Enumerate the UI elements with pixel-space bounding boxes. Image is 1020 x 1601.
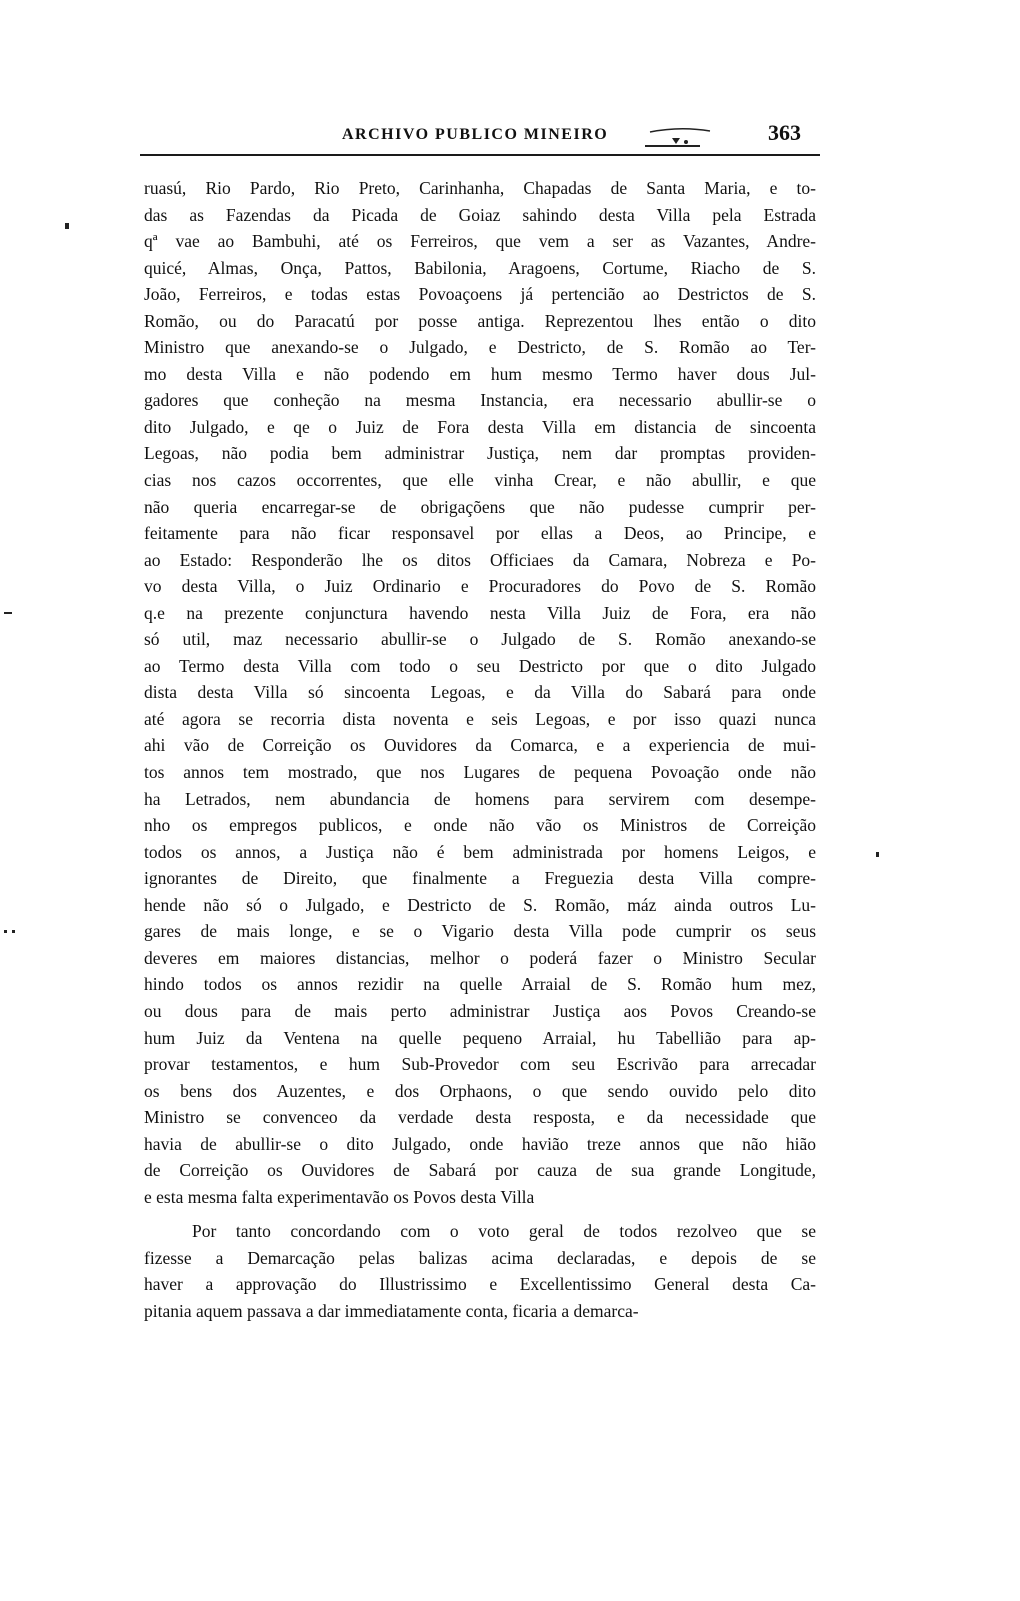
- margin-mark: [4, 612, 12, 614]
- paragraph: [144, 175, 816, 1210]
- text-line: João, Ferreiros, e todas estas Povoaçoens já pertencião ao Destrictos de S.: [144, 284, 816, 305]
- page-number: 363: [768, 120, 801, 145]
- text-line: de Correição os Ouvidores de Sabará por cauza de sua grande Longitude,: [144, 1160, 816, 1181]
- paragraph: [144, 1218, 816, 1324]
- margin-mark: [4, 930, 7, 933]
- text-line: ou dous para de mais perto administrar Justiça aos Povos Creando-se: [144, 1000, 816, 1021]
- margin-mark: [876, 852, 879, 857]
- text-line: deveres em maiores distancias, melhor o poderá fazer o Ministro Secular: [144, 947, 816, 968]
- text-line: hum Juiz da Ventena na quelle pequeno Arraial, hu Tabellião para ap-: [144, 1027, 816, 1048]
- running-title: ARCHIVO PUBLICO MINEIRO: [342, 126, 609, 143]
- text-line: quicé, Almas, Onça, Pattos, Babilonia, Aragoens, Cortume, Riacho de S.: [144, 257, 816, 278]
- text-line: não queria encarregar-se de obrigaçõens que não pudesse cumprir per-: [144, 496, 816, 517]
- text-line: hende não só o Julgado, e Destricto de S. Romão, máz ainda outros Lu-: [144, 894, 816, 915]
- ornament-icon: [640, 126, 720, 150]
- page-header: [140, 118, 820, 158]
- text-line: Ministro que anexando-se o Julgado, e Destricto, de S. Romão ao Ter-: [144, 337, 816, 358]
- text-line: nho os empregos publicos, e onde não vão os Ministros de Correição: [144, 815, 816, 836]
- text-line: ignorantes de Direito, que finalmente a Freguezia desta Villa compre-: [144, 868, 816, 889]
- text-line: ao Estado: Responderão lhe os ditos Officiaes da Camara, Nobreza e Po-: [144, 549, 816, 570]
- text-line: todos os annos, a Justiça não é bem administrada por homens Leigos, e: [144, 841, 816, 862]
- text-line: gares de mais longe, e se o Vigario desta Villa pode cumprir os seus: [144, 921, 816, 942]
- text-line: ahi vão de Correição os Ouvidores da Comarca, e a experiencia de mui-: [144, 735, 816, 756]
- text-line: Legoas, não podia bem administrar Justiça, nem dar promptas providen-: [144, 443, 816, 464]
- text-line: vo desta Villa, o Juiz Ordinario e Procuradores do Povo de S. Romão: [144, 576, 816, 597]
- text-line: feitamente para não ficar responsavel por ellas a Deos, ao Principe, e: [144, 523, 816, 544]
- margin-mark: [65, 223, 69, 229]
- text-line: dista desta Villa só sincoenta Legoas, e da Villa do Sabará para onde: [144, 682, 816, 703]
- text-line: das as Fazendas da Picada de Goiaz sahindo desta Villa pela Estrada: [144, 204, 816, 225]
- text-line: dito Julgado, e qe o Juiz de Fora desta Villa em distancia de sincoenta: [144, 416, 816, 437]
- text-line: cias nos cazos occorrentes, que elle vinha Crear, e não abullir, e que: [144, 470, 816, 491]
- text-line: q.e na prezente conjunctura havendo nesta Villa Juiz de Fora, era não: [144, 602, 816, 623]
- text-line: gadores que conheção na mesma Instancia, era necessario abullir-se o: [144, 390, 816, 411]
- text-line: ruasú, Rio Pardo, Rio Preto, Carinhanha, Chapadas de Santa Maria, e to-: [144, 178, 816, 198]
- header-rule: [140, 154, 820, 156]
- text-line: hindo todos os annos rezidir na quelle Arraial de S. Romão hum mez,: [144, 974, 816, 995]
- text-line: pitania aquem passava a dar immediatamente conta, ficaria a demarca-: [144, 1300, 639, 1321]
- text-line: tos annos tem mostrado, que nos Lugares de pequena Povoação onde não: [144, 762, 816, 783]
- text-line: provar testamentos, e hum Sub-Provedor com seu Escrivão para arrecadar: [144, 1054, 816, 1075]
- text-line: e esta mesma falta experimentavão os Povos desta Villa: [144, 1186, 535, 1207]
- body-text: [144, 175, 816, 1325]
- text-line: ha Letrados, nem abundancia de homens para servirem com desempe-: [144, 788, 816, 809]
- text-line: havia de abullir-se o dito Julgado, onde havião treze annos que não hião: [144, 1133, 816, 1154]
- text-line: fizesse a Demarcação pelas balizas acima declaradas, e depois de se: [144, 1247, 816, 1268]
- text-line: até agora se recorria dista noventa e seis Legoas, e por isso quazi nunca: [144, 708, 816, 729]
- paragraph-gap: [144, 1210, 816, 1218]
- text-line: só util, maz necessario abullir-se o Julgado de S. Romão anexando-se: [144, 629, 816, 650]
- text-line: Romão, ou do Paracatú por posse antiga. Reprezentou lhes então o dito: [144, 310, 816, 331]
- text-line: Ministro se convenceo da verdade desta resposta, e da necessidade que: [144, 1107, 816, 1128]
- margin-mark: [12, 930, 15, 933]
- text-line: haver a approvação do Illustrissimo e Excellentissimo General desta Ca-: [144, 1274, 816, 1295]
- text-line: ao Termo desta Villa com todo o seu Destricto por que o dito Julgado: [144, 655, 816, 676]
- text-line: os bens dos Auzentes, e dos Orphaons, o que sendo ouvido pelo dito: [144, 1080, 816, 1101]
- text-line: qª vae ao Bambuhi, até os Ferreiros, que vem a ser as Vazantes, Andre-: [144, 231, 816, 252]
- text-line: mo desta Villa e não podendo em hum mesmo Termo haver dous Jul-: [144, 363, 816, 384]
- text-line: Por tanto concordando com o voto geral de todos rezolveo que se: [192, 1221, 816, 1242]
